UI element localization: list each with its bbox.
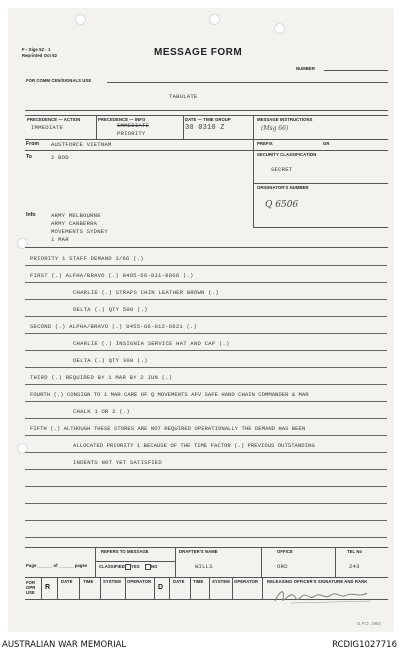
message-body-line: CHALK 1 OR 2 (.) <box>73 408 130 415</box>
drafter-label: DRAFTER'S NAME <box>179 549 218 554</box>
cell-divider <box>175 547 176 577</box>
dtg-label: DATE — TIME GROUP <box>185 117 231 122</box>
precedence-info-value: PRIORITY <box>117 130 146 137</box>
originator-label: ORIGINATOR'S NUMBER <box>257 185 309 190</box>
from-value: AUSTFORCE VIETNAM <box>51 141 112 148</box>
punch-hole <box>274 23 285 34</box>
cell-divider <box>209 577 210 599</box>
cell-divider <box>261 547 262 577</box>
ruled-line <box>25 401 387 402</box>
prefix-label: PREFIX <box>257 141 273 146</box>
precedence-bottom-line <box>25 139 388 140</box>
bottom-block-top <box>25 547 388 548</box>
ruled-line <box>25 452 387 453</box>
refers-to-label: REFERS TO MESSAGE <box>101 549 149 554</box>
message-body-line: FIRST (.) ALFHA/BRAVO (.) 8405-66-011-8866 (.) <box>30 272 194 279</box>
cell-divider <box>96 115 97 139</box>
security-label: SECURITY CLASSIFICATION <box>257 152 317 157</box>
originator-value: Q 6506 <box>265 200 299 210</box>
to-value: 2 BOD <box>51 154 69 161</box>
from-label: From <box>26 141 39 147</box>
page-label: Page ______ of ______ pages <box>26 563 88 568</box>
precedence-info-label: PRECEDENCE — INFO <box>98 117 146 122</box>
message-body-line: CHARLIE (.) INSIGNIA SERVICE HAT AND CAP (.) <box>73 340 230 347</box>
ruled-line <box>25 265 387 266</box>
releasing-officer-signature <box>271 585 381 607</box>
no-label: NO <box>151 564 158 569</box>
operator-label: OPERATOR <box>234 579 259 584</box>
message-body-line: PRIORITY 1 STAFF DEMAND 3/66 (.) <box>30 255 144 262</box>
form-title: MESSAGE FORM <box>154 47 243 58</box>
info-line: MOVEMENTS SYDNEY <box>51 228 108 235</box>
number-line <box>324 70 388 71</box>
operator-label: OPERATOR <box>127 579 152 584</box>
precedence-action-value: IMMEDIATE <box>31 124 64 131</box>
ruled-line <box>25 367 387 368</box>
tabulate-text: TABULATE <box>169 93 198 100</box>
ruled-line <box>25 503 387 504</box>
message-body-line: DELTA (.) QTY 500 (.) <box>73 306 148 313</box>
precedence-action-label: PRECEDENCE — ACTION <box>27 117 81 122</box>
tel-value: 243 <box>349 563 360 570</box>
yes-label: YES <box>131 564 140 569</box>
ruled-line <box>25 316 387 317</box>
divider <box>25 110 388 111</box>
info-line: ARMY CANBERRA <box>51 220 98 227</box>
footer-id: RCDIG1027716 <box>332 640 397 650</box>
r-letter: R <box>45 584 51 591</box>
info-line: 1 MAR <box>51 236 69 243</box>
message-instructions-value: (Msg 66) <box>261 125 289 132</box>
right-box-line <box>253 183 388 184</box>
ruled-line <box>25 469 387 470</box>
gr-label: GR <box>323 141 330 146</box>
cell-divider <box>41 577 42 599</box>
office-label: OFFICE <box>277 549 293 554</box>
message-body-line: DELTA (.) QTY 300 (.) <box>73 357 148 364</box>
tel-label: TEL No <box>347 549 363 554</box>
time-label: TIME <box>83 579 94 584</box>
footer-credit: AUSTRALIAN WAR MEMORIAL <box>2 640 127 650</box>
message-body-line: SECOND (.) ALPHA/BRAVO (.) 8455-66-012-6621 (.) <box>30 323 198 330</box>
print-code: G.P.O. 1963 <box>357 621 381 626</box>
ruled-line <box>25 520 387 521</box>
ruled-line <box>25 282 387 283</box>
ruled-line <box>25 350 387 351</box>
message-body-line: FIFTH (.) ALTHOUGH THESE STORES ARE NOT REQUIRED OPERATIONALLY THE DEMAND HAS BEEN <box>30 425 306 432</box>
date-label: DATE <box>173 579 185 584</box>
cell-divider <box>253 115 254 139</box>
ruled-line <box>25 418 387 419</box>
cell-divider <box>57 577 58 599</box>
cell-divider <box>95 547 96 577</box>
ruled-line <box>25 333 387 334</box>
classified-label: CLASSIFIED <box>99 564 125 569</box>
cell-divider <box>169 577 170 599</box>
precedence-info-struck: IMMEDIATE <box>117 122 150 129</box>
from-line <box>25 150 253 151</box>
form-reprint-note: Reprinted Oct 62 <box>22 53 58 58</box>
date-label: DATE <box>61 579 73 584</box>
comm-cen-label: FOR COMM CEN/SIGNALS USE <box>26 78 92 83</box>
ruled-line <box>25 384 387 385</box>
punch-hole <box>209 14 220 25</box>
to-label: To <box>26 154 32 160</box>
refers-line <box>95 561 175 562</box>
cell-divider <box>262 577 263 599</box>
number-label: NUMBER <box>296 66 315 71</box>
cell-divider <box>232 577 233 599</box>
ruled-line <box>25 435 387 436</box>
message-body-line: FOURTH (.) CONSIGN TO 1 MAR CARE OF Q MOVEMENTS AFV SAFE HAND CHAIN COMMANDER & MAR <box>30 391 309 398</box>
precedence-top-line <box>25 115 388 116</box>
message-body-line: ALLOCATED PRIORITY 1 BECAUSE OF THE TIME FACTOR (.) PREVIOUS OUTSTANDING <box>73 442 315 449</box>
form-code: F - Sigs 52 - 1 <box>22 47 51 52</box>
message-form-sheet <box>9 9 393 631</box>
cell-divider <box>154 577 155 599</box>
office-value: ORD <box>277 563 288 570</box>
right-box-line <box>253 150 388 151</box>
system-label: SYSTEM <box>212 579 230 584</box>
comm-cen-line <box>107 82 388 83</box>
info-label: Info <box>26 212 36 218</box>
punch-hole <box>75 14 86 25</box>
cell-divider <box>190 577 191 599</box>
drafter-value: WILLS <box>195 563 213 570</box>
system-label: SYSTEM <box>103 579 121 584</box>
message-body-line: INDENTS NOT YET SATISFIED <box>73 459 162 466</box>
time-label: TIME <box>193 579 204 584</box>
message-body-line: THIRD (.) REQUIRED BY 1 MAR BY 2 JUN (.) <box>30 374 173 381</box>
for-opr-use-label: FOR OPR USE <box>26 580 36 595</box>
right-box-bottom <box>253 227 388 228</box>
security-value: SECRET <box>271 166 293 173</box>
info-bottom-line <box>25 247 388 248</box>
cell-divider <box>100 577 101 599</box>
cell-divider <box>125 577 126 599</box>
releasing-officer-label: RELEASING OFFICER'S SIGNATURE AND RANK <box>267 579 368 584</box>
cell-divider <box>183 115 184 139</box>
cell-divider <box>335 547 336 577</box>
info-line: ARMY MELBOURNE <box>51 212 101 219</box>
ruled-line <box>25 486 387 487</box>
cell-divider <box>79 577 80 599</box>
message-instructions-label: MESSAGE INSTRUCTIONS <box>257 117 313 122</box>
ruled-line <box>25 537 387 538</box>
dtg-value: 30 0310 Z <box>185 124 225 132</box>
ruled-line <box>25 299 387 300</box>
d-letter: D <box>158 584 164 591</box>
message-body-line: CHARLIE (.) STRAPS CHIN LEATHER BROWN (.) <box>73 289 219 296</box>
